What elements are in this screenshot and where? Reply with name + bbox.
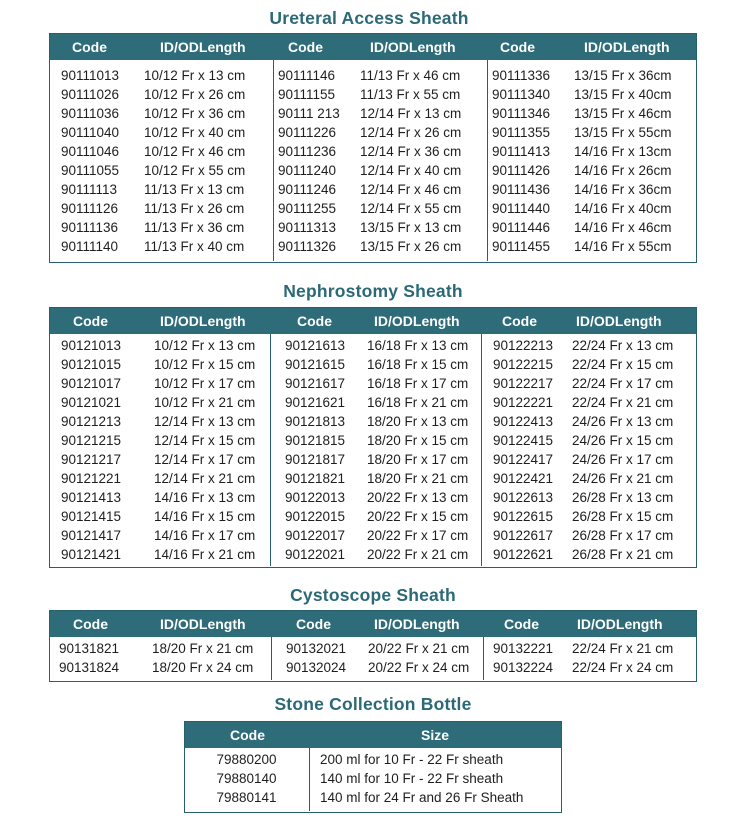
product-size: 14/16 Fr x 36cm [574, 182, 672, 197]
product-size: 22/24 Fr x 15 cm [572, 357, 674, 372]
product-size: 11/13 Fr x 40 cm [144, 239, 245, 254]
product-size: 12/14 Fr x 46 cm [360, 182, 462, 197]
column-header-size: ID/ODLength [160, 39, 246, 55]
product-code: 90122421 [493, 471, 554, 486]
product-code: 90121815 [285, 433, 346, 448]
nephrostomy-table [49, 307, 697, 568]
product-size: 24/26 Fr x 15 cm [572, 433, 674, 448]
product-code: 90111140 [61, 239, 119, 254]
product-code: 90111440 [492, 201, 551, 216]
product-size: 12/14 Fr x 26 cm [360, 125, 462, 140]
product-size: 20/22 Fr x 17 cm [367, 528, 469, 543]
product-size: 10/12 Fr x 21 cm [154, 395, 256, 410]
product-size: 14/16 Fr x 13 cm [154, 490, 256, 505]
product-code: 90122621 [493, 547, 554, 562]
product-code: 90111113 [61, 182, 118, 197]
cystoscope-header-row [50, 611, 696, 637]
product-code: 90121221 [61, 471, 122, 486]
product-code: 90111040 [61, 125, 120, 140]
product-code: 90111240 [278, 163, 337, 178]
column-header-size: ID/ODLength [370, 39, 456, 55]
product-size: 12/14 Fr x 15 cm [154, 433, 256, 448]
column-header-size: ID/ODLength [160, 616, 246, 632]
cystoscope-group-1 [50, 637, 272, 680]
product-code: 90111236 [278, 144, 337, 159]
product-size: 14/16 Fr x 21 cm [154, 547, 256, 562]
product-size: 12/14 Fr x 13 cm [360, 106, 462, 121]
product-size: 14/16 Fr x 15 cm [154, 509, 256, 524]
product-size: 11/13 Fr x 13 cm [144, 182, 245, 197]
column-header-size: ID/ODLength [584, 39, 670, 55]
product-code: 90122221 [493, 395, 554, 410]
product-code: 90132224 [493, 660, 554, 675]
product-size: 16/18 Fr x 13 cm [367, 338, 469, 353]
product-code: 90122013 [285, 490, 346, 505]
nephrostomy-title: Nephrostomy Sheath [283, 281, 463, 301]
product-code: 90122615 [493, 509, 554, 524]
column-header-size: ID/ODLength [374, 616, 460, 632]
column-header-code: Code [230, 727, 265, 743]
stone-table [184, 721, 562, 813]
product-code: 90132021 [286, 641, 347, 656]
product-code: 90111013 [61, 68, 120, 83]
ureteral-table [49, 33, 697, 263]
column-header-code: Code [500, 39, 535, 55]
product-code: 90122215 [493, 357, 554, 372]
product-size: 12/14 Fr x 55 cm [360, 201, 462, 216]
column-header-size: ID/ODLength [576, 313, 662, 329]
product-code: 90111155 [278, 87, 336, 102]
product-code: 90132024 [286, 660, 347, 675]
product-size: 200 ml for 10 Fr - 22 Fr sheath [320, 752, 504, 767]
product-code: 90111446 [492, 220, 551, 235]
product-code: 90121013 [61, 338, 122, 353]
cystoscope-table [49, 610, 697, 682]
product-size: 16/18 Fr x 17 cm [367, 376, 469, 391]
stone-size-column [310, 748, 560, 811]
product-size: 18/20 Fr x 15 cm [367, 433, 469, 448]
product-size: 22/24 Fr x 17 cm [572, 376, 674, 391]
product-size: 10/12 Fr x 15 cm [154, 357, 256, 372]
column-header-size: ID/ODLength [374, 313, 460, 329]
column-header-code: Code [296, 616, 331, 632]
column-header-code: Code [73, 313, 108, 329]
nephrostomy-header-row [50, 308, 696, 334]
product-size: 12/14 Fr x 40 cm [360, 163, 462, 178]
product-code: 90122021 [285, 547, 346, 562]
product-size: 11/13 Fr x 55 cm [360, 87, 461, 102]
product-code: 90121415 [61, 509, 122, 524]
column-header-code: Code [297, 313, 332, 329]
product-size: 11/13 Fr x 36 cm [144, 220, 245, 235]
product-code: 90111136 [61, 220, 119, 235]
product-code: 90111126 [61, 201, 119, 216]
product-code: 79880200 [216, 752, 277, 767]
column-header-size: ID/ODLength [160, 313, 246, 329]
column-header-size: Size [420, 727, 449, 743]
product-code: 90111313 [278, 220, 337, 235]
column-header-code: Code [73, 616, 108, 632]
product-code: 90121813 [285, 414, 346, 429]
product-code: 90122417 [493, 452, 554, 467]
product-code: 90122017 [285, 528, 346, 543]
product-size: 10/12 Fr x 26 cm [144, 87, 246, 102]
product-code: 90121821 [285, 471, 346, 486]
column-header-code: Code [72, 39, 107, 55]
product-size: 13/15 Fr x 55cm [574, 125, 672, 140]
product-size: 13/15 Fr x 46cm [574, 106, 672, 121]
nephrostomy-group-2 [271, 334, 482, 566]
product-code: 90122015 [285, 509, 346, 524]
product-size: 12/14 Fr x 13 cm [154, 414, 256, 429]
product-size: 140 ml for 10 Fr - 22 Fr sheath [320, 771, 504, 786]
product-size: 24/26 Fr x 17 cm [572, 452, 674, 467]
product-size: 20/22 Fr x 21 cm [368, 641, 470, 656]
nephrostomy-group-3 [482, 334, 695, 566]
product-code: 90131821 [59, 641, 120, 656]
ureteral-title: Ureteral Access Sheath [269, 8, 469, 28]
product-code: 90111455 [492, 239, 551, 254]
product-size: 24/26 Fr x 13 cm [572, 414, 674, 429]
product-code: 90121617 [285, 376, 346, 391]
stone-title: Stone Collection Bottle [274, 694, 472, 714]
product-code: 90121421 [61, 547, 122, 562]
product-size: 22/24 Fr x 21 cm [572, 395, 674, 410]
stone-code-column [185, 748, 310, 811]
product-code: 90122613 [493, 490, 554, 505]
product-size: 20/22 Fr x 21 cm [367, 547, 469, 562]
product-size: 20/22 Fr x 15 cm [367, 509, 469, 524]
product-code: 90111146 [278, 68, 336, 83]
cystoscope-group-2 [272, 637, 484, 680]
product-code: 90121021 [61, 395, 122, 410]
ureteral-group-3 [488, 60, 695, 261]
column-header-code: Code [288, 39, 323, 55]
product-size: 10/12 Fr x 13 cm [154, 338, 256, 353]
product-code: 90111346 [492, 106, 551, 121]
product-size: 12/14 Fr x 36 cm [360, 144, 462, 159]
product-code: 90121621 [285, 395, 346, 410]
product-code: 90111413 [492, 144, 551, 159]
product-size: 10/12 Fr x 17 cm [154, 376, 256, 391]
ureteral-header-row [50, 34, 696, 60]
product-code: 90111326 [278, 239, 337, 254]
product-size: 140 ml for 24 Fr and 26 Fr Sheath [320, 790, 524, 805]
product-size: 10/12 Fr x 13 cm [144, 68, 246, 83]
product-code: 90111 213 [278, 106, 340, 121]
product-size: 22/24 Fr x 13 cm [572, 338, 674, 353]
product-code: 90111336 [492, 68, 551, 83]
product-code: 90121613 [285, 338, 346, 353]
product-size: 14/16 Fr x 40cm [574, 201, 672, 216]
cystoscope-title: Cystoscope Sheath [290, 585, 456, 605]
product-code: 90121413 [61, 490, 122, 505]
product-size: 13/15 Fr x 13 cm [360, 220, 462, 235]
product-size: 12/14 Fr x 21 cm [154, 471, 256, 486]
product-size: 13/15 Fr x 36cm [574, 68, 672, 83]
product-size: 14/16 Fr x 55cm [574, 239, 672, 254]
nephrostomy-group-1 [50, 334, 271, 566]
product-code: 90121213 [61, 414, 122, 429]
product-size: 14/16 Fr x 46cm [574, 220, 672, 235]
product-code: 90121017 [61, 376, 122, 391]
product-size: 18/20 Fr x 24 cm [152, 660, 254, 675]
product-size: 10/12 Fr x 36 cm [144, 106, 246, 121]
product-size: 22/24 Fr x 24 cm [572, 660, 674, 675]
product-size: 26/28 Fr x 13 cm [572, 490, 674, 505]
product-size: 12/14 Fr x 17 cm [154, 452, 256, 467]
product-code: 90121817 [285, 452, 346, 467]
product-size: 22/24 Fr x 21 cm [572, 641, 674, 656]
product-code: 90121217 [61, 452, 122, 467]
product-size: 14/16 Fr x 13cm [574, 144, 672, 159]
product-code: 90111426 [492, 163, 551, 178]
product-size: 16/18 Fr x 15 cm [367, 357, 469, 372]
ureteral-group-1 [50, 60, 274, 261]
column-header-size: ID/ODLength [577, 616, 663, 632]
product-size: 18/20 Fr x 17 cm [367, 452, 469, 467]
product-code: 90111340 [492, 87, 551, 102]
product-size: 26/28 Fr x 21 cm [572, 547, 674, 562]
product-code: 90111055 [61, 163, 120, 178]
ureteral-group-2 [274, 60, 488, 261]
product-size: 13/15 Fr x 26 cm [360, 239, 462, 254]
product-code: 90111436 [492, 182, 551, 197]
product-size: 11/13 Fr x 46 cm [360, 68, 461, 83]
product-size: 20/22 Fr x 13 cm [367, 490, 469, 505]
column-header-code: Code [504, 616, 539, 632]
product-code: 90122217 [493, 376, 554, 391]
product-size: 10/12 Fr x 46 cm [144, 144, 246, 159]
product-size: 10/12 Fr x 55 cm [144, 163, 246, 178]
product-size: 14/16 Fr x 17 cm [154, 528, 256, 543]
product-code: 90122213 [493, 338, 554, 353]
product-code: 90121417 [61, 528, 122, 543]
product-code: 90122415 [493, 433, 554, 448]
product-code: 90122413 [493, 414, 554, 429]
product-code: 90132221 [493, 641, 554, 656]
product-code: 79880140 [216, 771, 277, 786]
product-code: 90131824 [59, 660, 120, 675]
product-size: 13/15 Fr x 40cm [574, 87, 672, 102]
product-size: 16/18 Fr x 21 cm [367, 395, 469, 410]
product-code: 90111046 [61, 144, 120, 159]
product-code: 90111226 [278, 125, 337, 140]
product-size: 14/16 Fr x 26cm [574, 163, 672, 178]
product-size: 10/12 Fr x 40 cm [144, 125, 246, 140]
column-header-code: Code [502, 313, 537, 329]
product-size: 18/20 Fr x 13 cm [367, 414, 469, 429]
product-size: 26/28 Fr x 17 cm [572, 528, 674, 543]
product-size: 26/28 Fr x 15 cm [572, 509, 674, 524]
product-size: 18/20 Fr x 21 cm [367, 471, 469, 486]
product-code: 90122617 [493, 528, 554, 543]
product-code: 90111355 [492, 125, 551, 140]
product-code: 90121215 [61, 433, 122, 448]
product-code: 90111246 [278, 182, 337, 197]
product-code: 90111036 [61, 106, 120, 121]
product-size: 18/20 Fr x 21 cm [152, 641, 254, 656]
product-code: 90121015 [61, 357, 122, 372]
cystoscope-group-3 [484, 637, 695, 680]
product-size: 24/26 Fr x 21 cm [572, 471, 674, 486]
product-code: 90111026 [61, 87, 120, 102]
product-size: 11/13 Fr x 26 cm [144, 201, 245, 216]
product-code: 90121615 [285, 357, 346, 372]
stone-header-row [185, 722, 561, 748]
product-code: 90111255 [278, 201, 337, 216]
product-code: 79880141 [216, 790, 277, 805]
product-size: 20/22 Fr x 24 cm [368, 660, 470, 675]
